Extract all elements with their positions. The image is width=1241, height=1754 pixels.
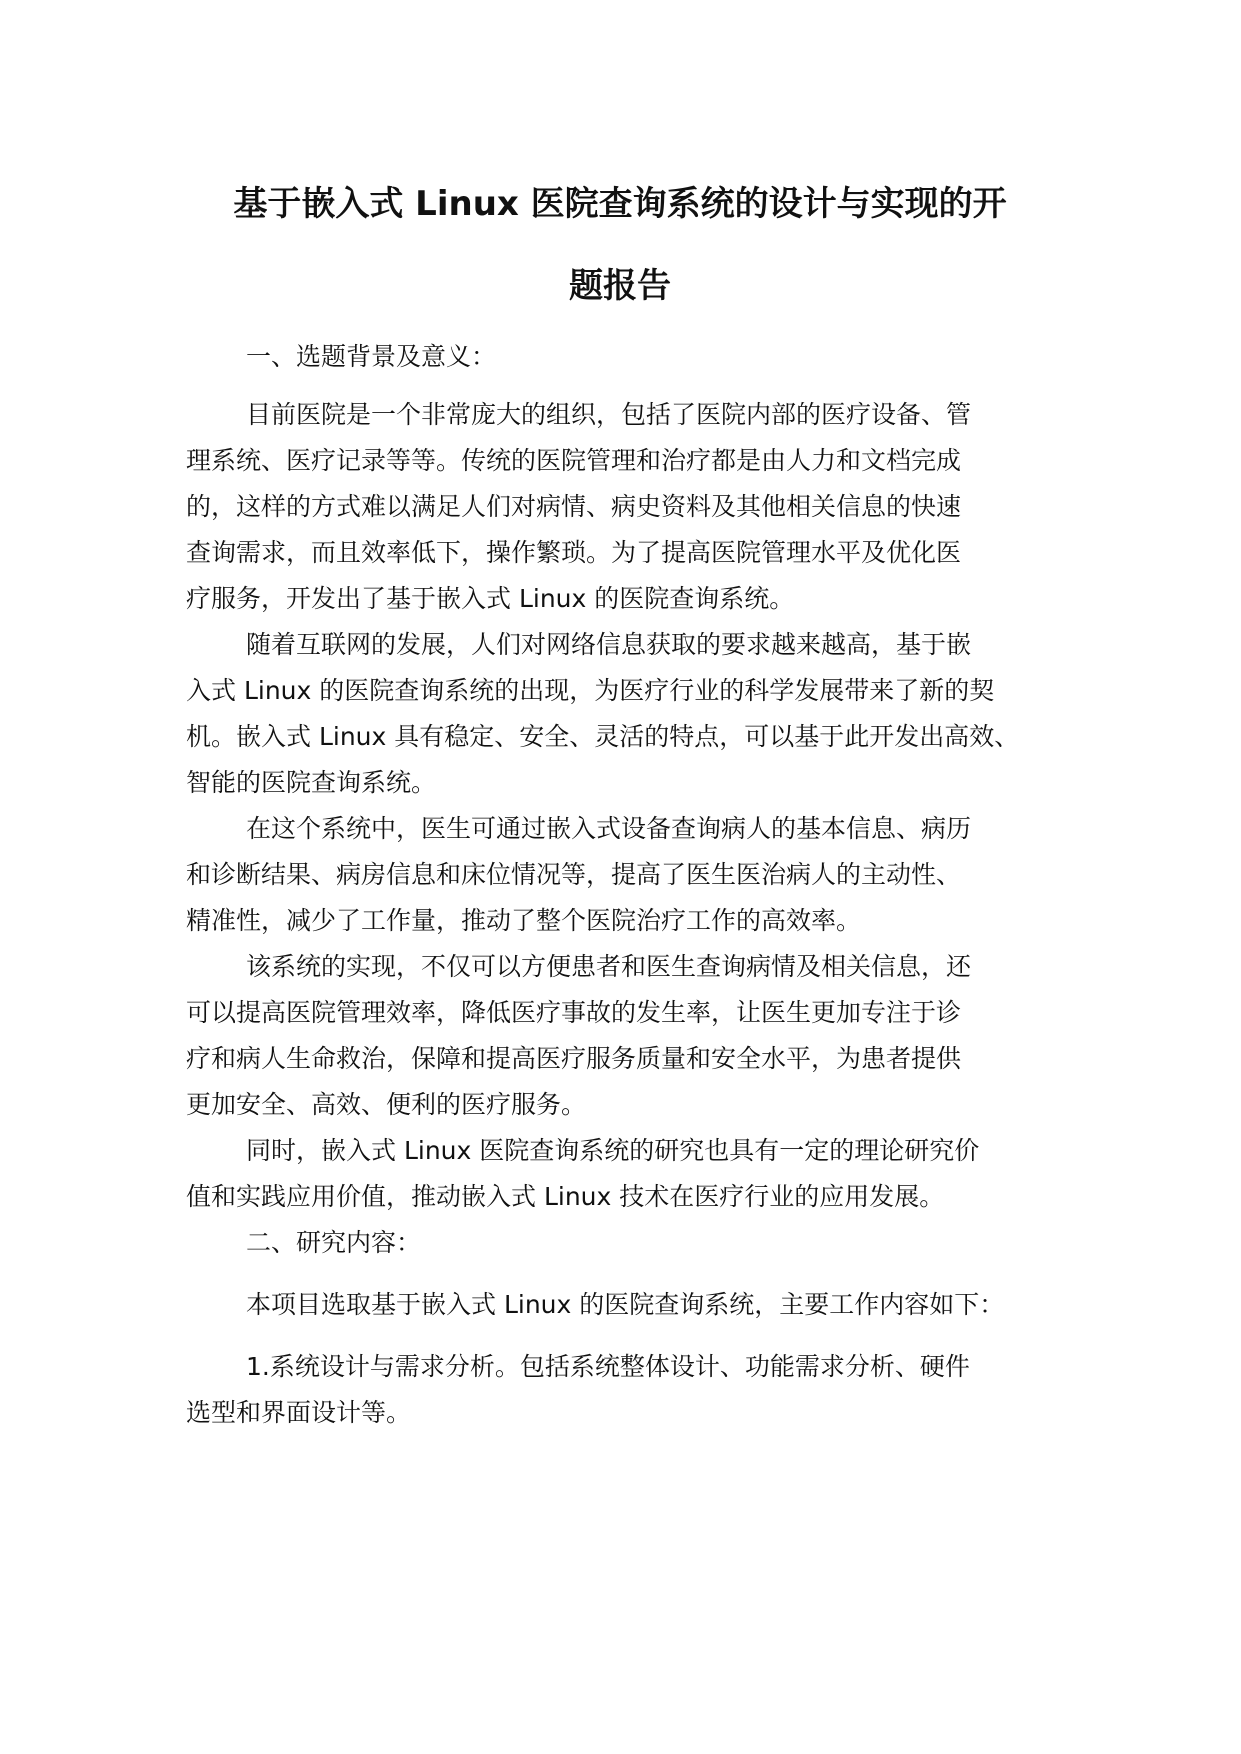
text-line: 和诊断结果、病房信息和床位情况等，提高了医生医治病人的主动性、 <box>186 860 962 889</box>
text-line: 本项目选取基于嵌入式 Linux 的医院查询系统，主要工作内容如下： <box>246 1290 1005 1319</box>
text-line: 该系统的实现，不仅可以方便患者和医生查询病情及相关信息，还 <box>246 952 972 981</box>
text-line: 可以提高医院管理效率，降低医疗事故的发生率，让医生更加专注于诊 <box>186 998 962 1027</box>
text-line: 随着互联网的发展，人们对网络信息获取的要求越来越高，基于嵌 <box>246 630 972 659</box>
text-line: 疗和病人生命救治，保障和提高医疗服务质量和安全水平，为患者提供 <box>186 1044 962 1073</box>
section-heading-background <box>186 334 1086 380</box>
paragraph-background-4 <box>186 944 1086 1128</box>
text-line: 二、研究内容： <box>246 1228 422 1257</box>
paragraph-research-item-1 <box>186 1344 1086 1436</box>
text-line: 智能的医院查询系统。 <box>186 768 437 797</box>
paragraph-background-5 <box>186 1128 1086 1220</box>
text-line: 选型和界面设计等。 <box>186 1398 412 1427</box>
text-line: 入式 Linux 的医院查询系统的出现，为医疗行业的科学发展带来了新的契 <box>186 676 995 705</box>
section-heading-research <box>186 1220 1086 1266</box>
paragraph-background-1 <box>186 392 1086 622</box>
text-line: 机。嵌入式 Linux 具有稳定、安全、灵活的特点，可以基于此开发出高效、 <box>186 722 1020 751</box>
text-line: 同时，嵌入式 Linux 医院查询系统的研究也具有一定的理论研究价 <box>246 1136 980 1165</box>
paragraph-research-intro <box>186 1282 1086 1328</box>
text-line: 1.系统设计与需求分析。包括系统整体设计、功能需求分析、硬件 <box>246 1352 970 1381</box>
text-line: 疗服务，开发出了基于嵌入式 Linux 的医院查询系统。 <box>186 584 795 613</box>
text-line: 理系统、医疗记录等等。传统的医院管理和治疗都是由人力和文档完成 <box>186 446 962 475</box>
text-line: 的，这样的方式难以满足人们对病情、病史资料及其他相关信息的快速 <box>186 492 962 521</box>
text-line: 更加安全、高效、便利的医疗服务。 <box>186 1090 587 1119</box>
text-line: 一、选题背景及意义： <box>246 342 497 371</box>
text-line: 在这个系统中，医生可通过嵌入式设备查询病人的基本信息、病历 <box>246 814 972 843</box>
text-line: 目前医院是一个非常庞大的组织，包括了医院内部的医疗设备、管 <box>246 400 972 429</box>
paragraph-background-3 <box>186 806 1086 944</box>
text-line: 查询需求，而且效率低下，操作繁琐。为了提高医院管理水平及优化医 <box>186 538 962 567</box>
document-title-line-1: 基于嵌入式 Linux 医院查询系统的设计与实现的开 <box>233 184 1007 224</box>
paragraph-background-2 <box>186 622 1086 806</box>
document-title-line-2: 题报告 <box>569 266 671 306</box>
text-line: 精准性，减少了工作量，推动了整个医院治疗工作的高效率。 <box>186 906 862 935</box>
text-line: 值和实践应用价值，推动嵌入式 Linux 技术在医疗行业的应用发展。 <box>186 1182 945 1211</box>
